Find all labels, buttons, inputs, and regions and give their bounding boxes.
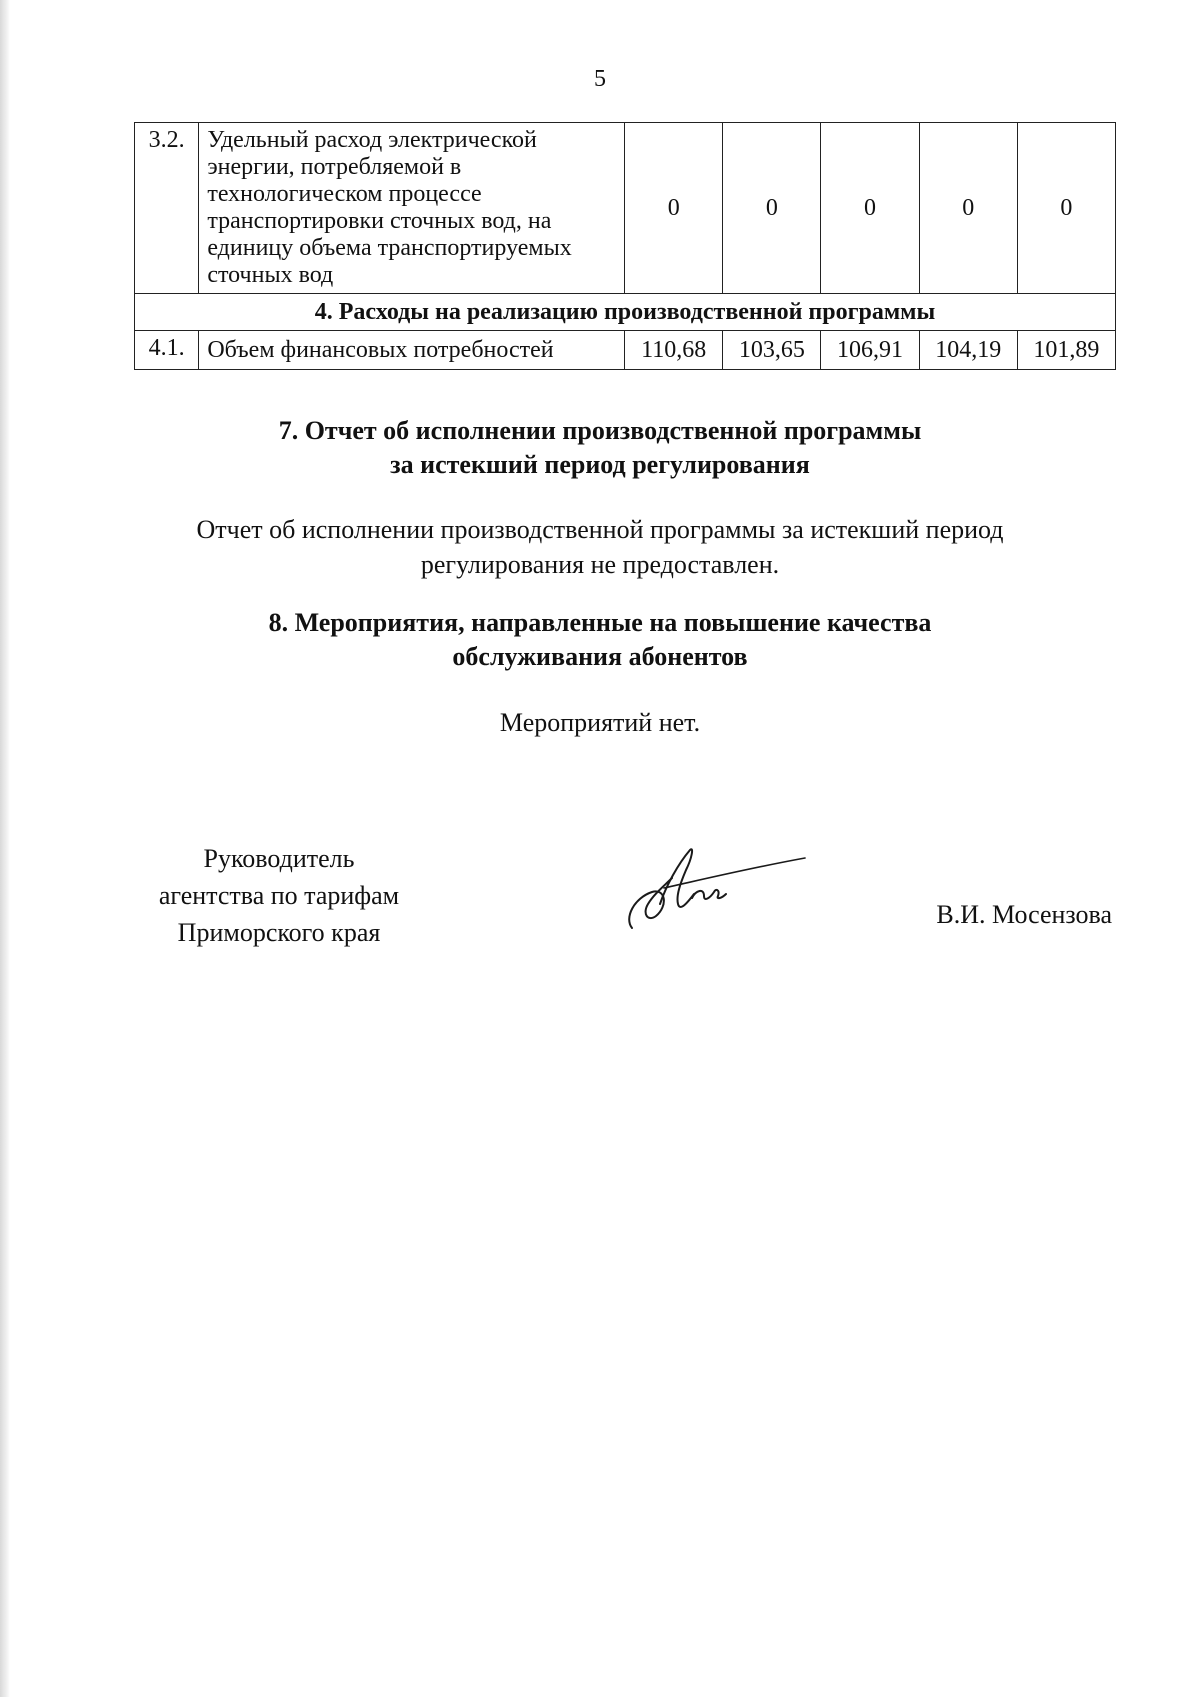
row-number: 3.2. bbox=[135, 123, 199, 294]
value-cell: 0 bbox=[919, 123, 1017, 294]
value-cell: 104,19 bbox=[919, 331, 1017, 370]
value-cell: 0 bbox=[1017, 123, 1115, 294]
row-description: Объем финансовых потребностей bbox=[199, 331, 625, 370]
value-cell: 101,89 bbox=[1017, 331, 1115, 370]
heading-line: 8. Мероприятия, направленные на повышение качества bbox=[268, 608, 932, 637]
value-cell: 106,91 bbox=[821, 331, 919, 370]
position-line: Приморского края bbox=[177, 918, 381, 947]
handwritten-signature bbox=[620, 840, 820, 940]
text-line: Отчет об исполнении производственной программы за истекший период bbox=[196, 515, 1004, 544]
desc-line: Удельный расход электрической bbox=[207, 127, 537, 153]
section8-text: Мероприятий нет. bbox=[499, 708, 701, 737]
scan-edge bbox=[0, 0, 10, 1697]
section8-heading bbox=[0, 606, 1200, 674]
signatory-position bbox=[134, 840, 424, 951]
row-description bbox=[199, 123, 625, 294]
heading-line: за истекший период регулирования bbox=[390, 450, 810, 479]
position-line: Руководитель bbox=[203, 844, 355, 873]
section7-heading bbox=[0, 414, 1200, 482]
signatory-name: В.И. Мосензова bbox=[936, 900, 1112, 929]
desc-line: транспортировки сточных вод, на bbox=[207, 208, 552, 234]
table-row bbox=[135, 331, 1116, 370]
value-cell: 110,68 bbox=[625, 331, 723, 370]
value-cell: 0 bbox=[625, 123, 723, 294]
desc-line: единицу объема транспортируемых bbox=[207, 235, 572, 261]
section-row bbox=[135, 294, 1116, 331]
heading-line: обслуживания абонентов bbox=[452, 642, 748, 671]
position-line: агентства по тарифам bbox=[158, 881, 400, 910]
value-cell: 0 bbox=[723, 123, 821, 294]
page-number: 5 bbox=[594, 66, 606, 92]
text-line: регулирования не предоставлен. bbox=[420, 550, 780, 579]
row-number: 4.1. bbox=[135, 331, 199, 370]
heading-line: 7. Отчет об исполнении производственной программы bbox=[278, 416, 922, 445]
desc-line: технологическом процессе bbox=[207, 181, 482, 207]
indicators-table bbox=[134, 122, 1116, 370]
section7-text bbox=[0, 512, 1200, 582]
section-heading: 4. Расходы на реализацию производственной программы bbox=[135, 294, 1116, 331]
value-cell: 103,65 bbox=[723, 331, 821, 370]
table-row bbox=[135, 123, 1116, 294]
desc-line: энергии, потребляемой в bbox=[207, 154, 462, 180]
desc-line: сточных вод bbox=[207, 262, 334, 288]
value-cell: 0 bbox=[821, 123, 919, 294]
